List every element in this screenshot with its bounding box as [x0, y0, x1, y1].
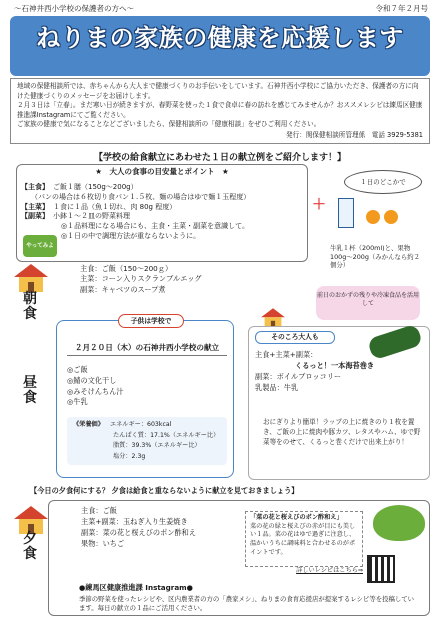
nutrition-fat: 脂質：39.3%（エネルギー比） — [113, 442, 201, 450]
recipe-body: 菜の花の緑と桜えびの赤が目にも美しい１品。菜の花はゆで過ぎに注意し、温かいうちに調味料と合わせるのがポイントです。 — [250, 522, 356, 556]
point-2: ◎１日の中で調理方法が重ならないように。 — [61, 231, 201, 240]
breakfast-side: 副菜：キャベツのスープ煮 — [80, 284, 166, 294]
nutrition-protein: たんぱく質：17.1%（エネルギー比） — [113, 431, 220, 439]
salad-icon — [373, 505, 425, 541]
kids-lunch-label: 子供は学校で — [118, 314, 184, 328]
menu-item: ◎みそけんちん汁 — [67, 386, 124, 396]
staple-tag: 【主食】 — [21, 183, 49, 191]
main-tag: 【主菜】 — [21, 202, 49, 211]
side-tag: 【副菜】 — [21, 212, 49, 221]
breakfast-main: 主菜：コーン入りスクランブルエッグ — [80, 274, 202, 284]
dinner-label: 夕食 — [23, 531, 37, 562]
issuer: 発行：関保健相談所管理係 電話 3929-5381 — [286, 130, 423, 139]
school-menu-title: ２月２０日（木）の石神井西小学校の献立 — [67, 343, 227, 356]
instagram-title: ●練馬区健康推進課 Instagram● — [79, 583, 193, 592]
nutrition-box — [67, 417, 227, 465]
issue-date: 令和７年２月号 — [375, 4, 428, 13]
nutrition-label: 《栄養価》 — [73, 421, 104, 428]
bento-note: 前日のおかずの残りや冷凍食品を活用して — [316, 286, 420, 320]
qr-code-icon[interactable] — [367, 555, 395, 583]
recipe-box — [245, 511, 363, 567]
menu-item: ◎ご飯 — [67, 365, 88, 374]
intro-paragraph-2: ２月３日は「立春」。まだ寒い日が続きますが、春野菜を使った１食で食卓に春の訪れを感じてみませんか？おススメレシピは練馬区健康推進課Instagramにてご覧ください。 — [17, 101, 423, 119]
school-menu-list — [67, 365, 124, 408]
adult-menu — [255, 349, 425, 394]
one-day-note: 牛乳１杯（200ml)と、果物 100g～200g（みかんなら約２個分） — [330, 244, 421, 270]
point-1: ◎１品料理になる場合にも、主食・主菜・副菜を意識して。 — [61, 222, 249, 231]
dinner-fruit: 果物：いちご — [81, 539, 125, 549]
recipe-title: 「菜の花と桜えびのポン酢和え」 — [250, 514, 343, 521]
one-day-illustration — [330, 168, 426, 240]
house-icon — [14, 264, 48, 292]
staple-note: （パンの場合は６枚切り食パン１.５枚、麺の場合はゆで麺１玉程度） — [31, 192, 251, 201]
adult-dairy: 乳製品：牛乳 — [255, 383, 299, 393]
breakfast-staple: 主食：ご飯（150～200ｇ） — [80, 264, 173, 273]
side-amount: 小鉢１～２皿の野菜料理 — [53, 212, 130, 221]
milk-icon — [338, 198, 354, 228]
intro-paragraph-1: 地域の保健相談所では、赤ちゃんから大人まで健康づくりのお手伝いをしています。石神井西小学校にご協力いただき、保護者の方に向けた健康づくりのメッセージをお届けします。 — [17, 82, 419, 100]
house-icon — [261, 308, 285, 328]
school-lunch-box — [56, 320, 234, 478]
goal-title: ★ 大人の食事の目安量とポイント ★ — [95, 167, 229, 176]
adult-staple: 主食+主菜+副菜： — [255, 350, 318, 359]
intro-paragraph-3: ご家族の健康で気になることなどございましたら、保健相談所の「健康相談」をぜひご利用ください。 — [17, 120, 321, 129]
adult-lunch-box — [248, 326, 430, 480]
goal-body — [21, 183, 250, 242]
orange-icon — [366, 210, 380, 224]
nutrition-energy: エネルギー：603kcal — [109, 421, 172, 428]
dinner-menu — [81, 505, 246, 550]
lunch-label: 昼食 — [23, 375, 37, 406]
adult-side: 副菜：ボイルブロッコリー — [255, 372, 342, 382]
menu-heading: 【学校の給食献立にあわせた１日の献立例をご紹介します！】 — [93, 153, 346, 163]
instagram-body: 季節の野菜を使ったレシピや、区内農業者の方の「農家メシ」、ねりまの食育応援店が提案するレシピ等を投稿しています。毎日の献立の１品にご活用ください。 — [79, 595, 415, 613]
one-day-bubble: １日のどこかで — [344, 170, 422, 194]
dinner-staple: 主食：ご飯 — [81, 506, 117, 515]
adult-tip: おにぎりより簡単！ラップの上に焼きのり１枚を置き、ご飯の上に焼肉や豚カツ、レタスやハム、ゆで野菜等をのせて、くるっと巻くだけで出来上がり！ — [263, 418, 421, 447]
main-amount: １食に１品（魚１切れ、肉 80g 程度） — [53, 202, 177, 211]
to-parents-label: ～石神井西小学校の保護者の方へ～ — [14, 4, 134, 13]
house-icon — [14, 506, 48, 534]
recipe-link[interactable]: 詳しいレシピはこちら⇒ — [296, 567, 363, 574]
menu-item: ◎鯖の文化干し — [67, 375, 117, 385]
plus-icon: ＋ — [312, 197, 326, 213]
try-badge: やってみよう！ — [23, 235, 57, 257]
menu-item: ◎牛乳 — [67, 397, 88, 407]
staple-amount: ご飯１膳（150g～200g） — [53, 183, 138, 191]
page-title: ねりまの家族の健康を応援します — [36, 24, 404, 52]
intro-box — [10, 78, 430, 144]
adult-label: そのころ大人も — [255, 331, 335, 344]
nutrition-salt: 塩分：2.3g — [113, 452, 146, 460]
breakfast-box — [80, 264, 300, 312]
orange-icon — [384, 210, 398, 224]
adult-staple-dish: くるっと！一本海苔巻き — [295, 361, 375, 371]
dinner-side: 副菜：菜の花と桜えびのポン酢和え — [81, 528, 197, 538]
dinner-heading: 【今日の夕食何にする？ 夕食は給食と重ならないように献立を見ておきましょう】 — [30, 486, 299, 495]
dinner-main-side: 主菜+副菜：玉ねぎ入り生姜焼き — [81, 517, 188, 527]
breakfast-label: 朝食 — [23, 291, 37, 322]
dinner-box — [48, 500, 430, 616]
